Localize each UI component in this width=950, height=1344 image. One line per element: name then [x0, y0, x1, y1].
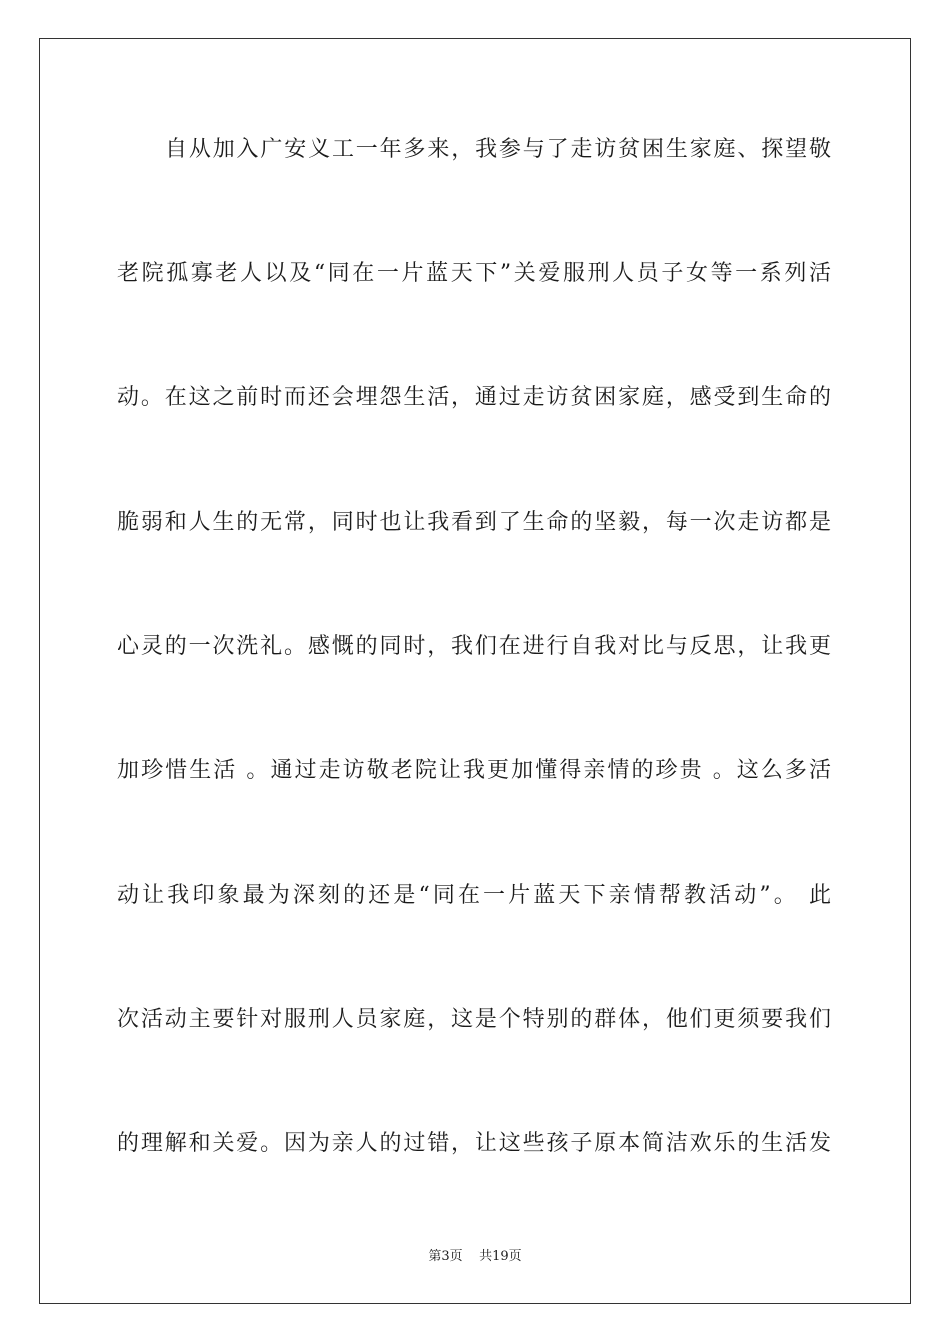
body-text-line: 次活动主要针对服刑人员家庭，这是个特别的群体，他们更须要我们 — [117, 1007, 832, 1032]
page-footer — [0, 1245, 950, 1264]
page-frame — [39, 38, 911, 1304]
body-text-line: 自从加入广安义工一年多来，我参与了走访贫困生家庭、探望敬 — [165, 137, 832, 162]
body-text-line: 老院孤寡老人以及“同在一片蓝天下”关爱服刑人员子女等一系列活 — [117, 261, 832, 286]
total-pages: 共19页 — [479, 1249, 522, 1264]
body-text-line: 加珍惜生活 。通过走访敬老院让我更加懂得亲情的珍贵 。这么多活 — [117, 758, 832, 783]
body-text-line: 脆弱和人生的无常，同时也让我看到了生命的坚毅，每一次走访都是 — [117, 510, 832, 535]
body-text-line: 动让我印象最为深刻的还是“同在一片蓝天下亲情帮教活动”。 此 — [117, 883, 832, 908]
page-number: 第3页 — [428, 1249, 463, 1264]
body-text-line: 心灵的一次洗礼。感慨的同时，我们在进行自我对比与反思，让我更 — [117, 634, 832, 659]
body-text-line: 动。在这之前时而还会埋怨生活，通过走访贫困家庭，感受到生命的 — [117, 385, 832, 410]
body-text-line: 的理解和关爱。因为亲人的过错，让这些孩子原本简洁欢乐的生活发 — [117, 1131, 832, 1156]
